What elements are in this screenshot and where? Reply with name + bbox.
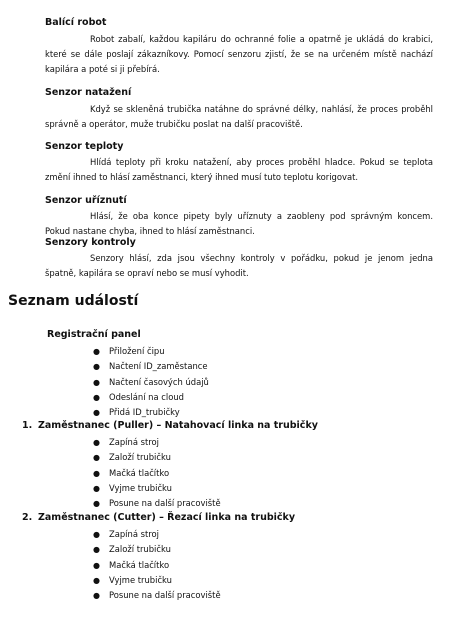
list-item: ● Přiložení čipu — [93, 344, 209, 359]
group-title-puller — [22, 420, 318, 431]
group-title-text: Zaměstnanec (Puller) – Natahovací linka na trubičky — [38, 420, 318, 431]
bullet-icon: ● — [93, 362, 100, 372]
list-item: ● Přidá ID_trubičky — [93, 405, 209, 420]
list-item: ● Vyjme trubičku — [93, 481, 221, 496]
bullet-icon: ● — [93, 591, 100, 601]
section-text-senzor-teploty: Hlídá teploty při kroku natažení, aby proces proběhl hladce. Pokud se teplota změní ihned to hlásí zaměstnanci, který ihned musí tuto teplotu korigovat. — [45, 157, 433, 182]
list-item: ● Posune na další pracoviště — [93, 588, 221, 603]
bullet-icon: ● — [93, 483, 100, 493]
events-heading: Seznam událostí — [8, 293, 139, 309]
bullet-icon: ● — [93, 499, 100, 509]
list-item: ● Zapíná stroj — [93, 527, 221, 542]
bullet-icon: ● — [93, 575, 100, 585]
bullet-icon: ● — [93, 453, 100, 463]
list-item: ● Načtení ID_zaměstance — [93, 359, 209, 374]
section-title-senzory-kontroly: Senzory kontroly — [45, 237, 136, 248]
section-text-senzor-uriznuti: Hlásí, že oba konce pipety byly uříznuty a zaobleny pod správným koncem. Pokud nastane chyba, ihned to hlásí zaměstnanci. — [45, 211, 433, 236]
registration-panel-title: Registrační panel — [47, 329, 141, 340]
bullet-icon: ● — [93, 560, 100, 570]
section-title-senzor-teploty: Senzor teploty — [45, 141, 124, 152]
list-item: ● Mačká tlačítko — [93, 558, 221, 573]
bullet-icon: ● — [93, 468, 100, 478]
group-title-text: Zaměstnanec (Cutter) – Řezací linka na trubičky — [38, 512, 296, 523]
bullet-icon: ● — [93, 545, 100, 555]
bullet-icon: ● — [93, 530, 100, 539]
group-title-cutter — [22, 512, 295, 523]
bullet-icon: ● — [93, 438, 100, 447]
group-number: 2. — [22, 512, 33, 523]
section-text-senzor-natazeni: Když se skleněná trubička natáhne do správné délky, nahlásí, že proces proběhl správně a operátor, muže trubičku poslat na další pracoviště. — [45, 104, 433, 129]
section-title-senzor-uriznuti: Senzor uříznutí — [45, 195, 127, 206]
cutter-list — [93, 527, 221, 603]
section-title-senzor-natazeni: Senzor natažení — [45, 87, 132, 98]
section-text-balici-robot: Robot zabalí, každou kapiláru do ochranné folie a opatrně je ukládá do krabici, které se dále poslají zákazníkovy. Pomocí senzoru zjistí, že se na určeném místě nachází kapilára a poté si ji přebírá. — [45, 34, 433, 74]
bullet-icon: ● — [93, 408, 100, 418]
list-item: ● Založí trubičku — [93, 450, 221, 465]
list-item: ● Založí trubičku — [93, 542, 221, 557]
list-item: ● Posune na další pracoviště — [93, 496, 221, 511]
list-item: ● Odeslání na cloud — [93, 390, 209, 405]
registration-list — [93, 344, 209, 420]
list-item: ● Mačká tlačítko — [93, 466, 221, 481]
bullet-icon: ● — [93, 377, 100, 387]
section-title-balici-robot: Balící robot — [45, 17, 107, 28]
section-text-senzory-kontroly: Senzory hlásí, zda jsou všechny kontroly v pořádku, pokud je jenom jedna špatně, kapilára se opraví nebo se musí vyhodit. — [45, 253, 433, 278]
bullet-icon: ● — [93, 392, 100, 402]
list-item: ● Načtení časových údajů — [93, 375, 209, 390]
list-item: ● Vyjme trubičku — [93, 573, 221, 588]
group-number: 1. — [22, 420, 33, 431]
list-item: ● Zapíná stroj — [93, 435, 221, 450]
bullet-icon: ● — [93, 347, 100, 356]
puller-list — [93, 435, 221, 511]
